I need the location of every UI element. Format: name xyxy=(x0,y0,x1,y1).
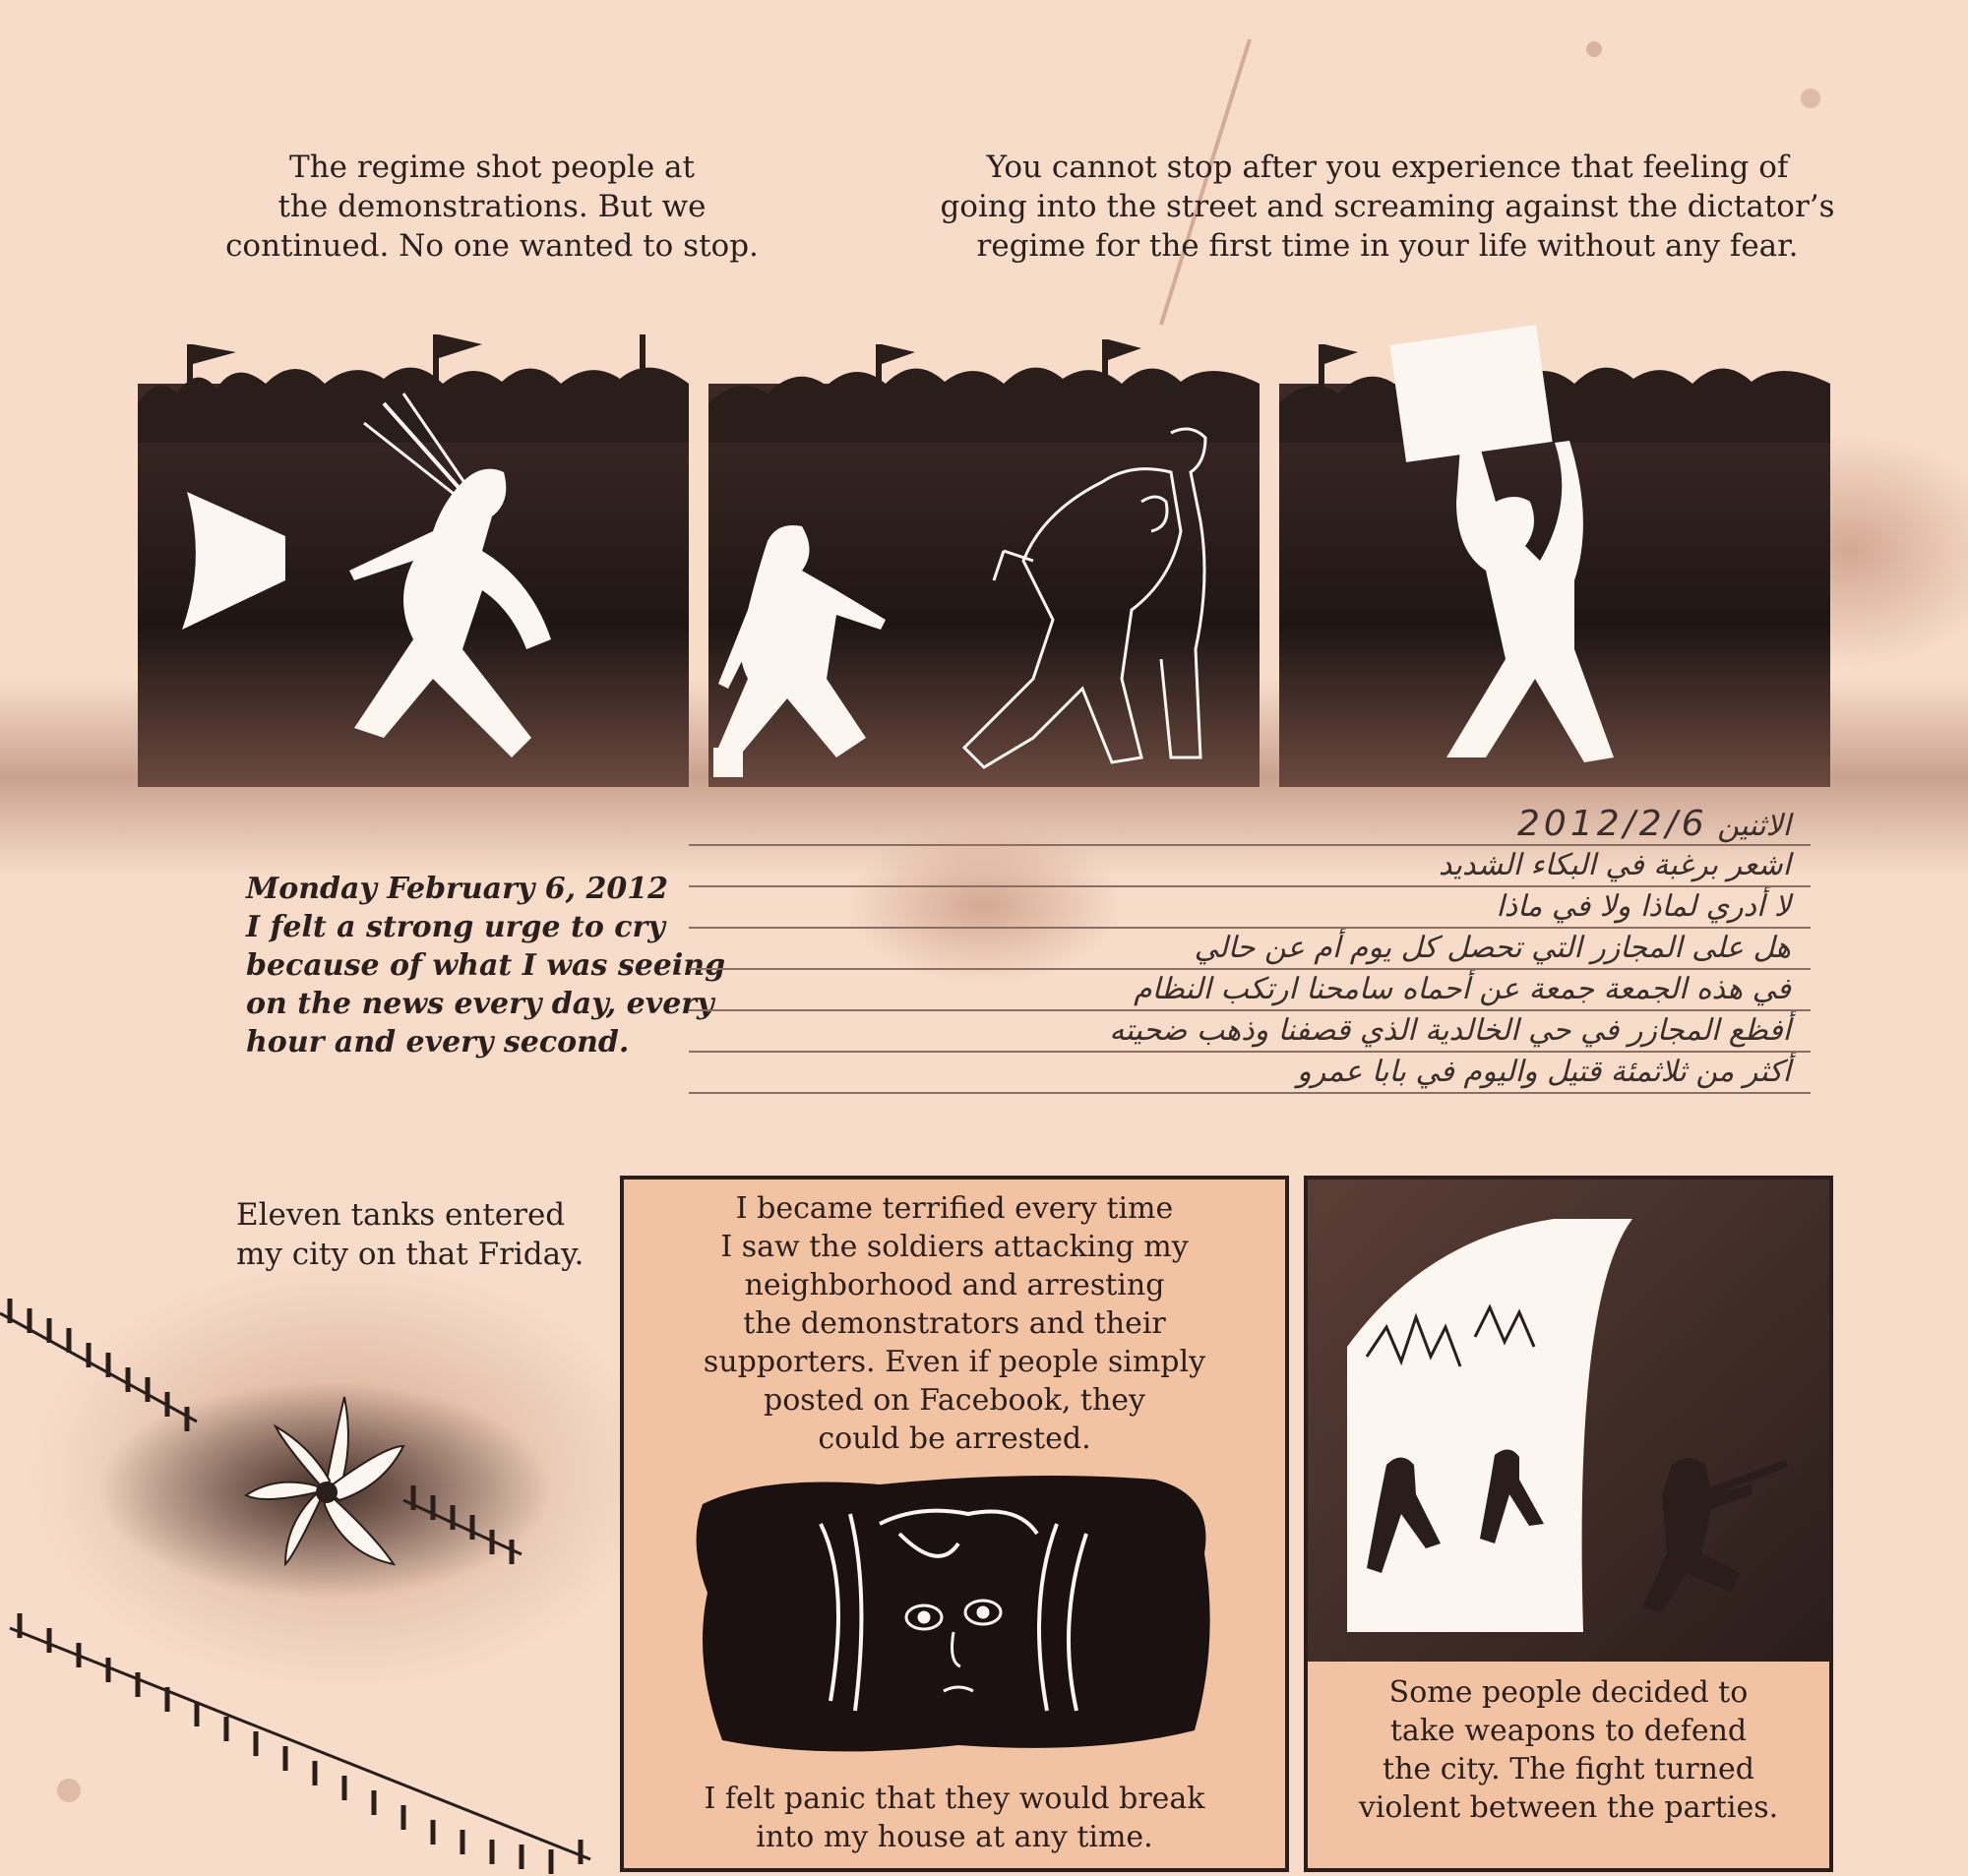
caption-line: You cannot stop after you experience that feeling of xyxy=(986,150,1789,185)
caption-line: I became terrified every time xyxy=(735,1191,1174,1226)
panel-fighters-box xyxy=(1304,1176,1833,1872)
caption-take-weapons xyxy=(1308,1662,1829,1868)
caption-line: posted on Facebook, they xyxy=(763,1383,1145,1418)
diary-arabic-line: أكثر من ثلاثمئة قتيل واليوم في بابا عمرو xyxy=(689,1053,1811,1094)
caption-line: the demonstrators and their xyxy=(743,1306,1166,1341)
diary-line: because of what I was seeing xyxy=(246,948,726,983)
diary-entry-english xyxy=(246,870,726,1061)
caption-cannot-stop xyxy=(866,148,1909,266)
diary-arabic-line: في هذه الجمعة جمعة عن أحماه سامحنا ارتكب النظام xyxy=(689,970,1811,1011)
caption-line: violent between the parties. xyxy=(1358,1790,1779,1825)
caption-became-terrified xyxy=(624,1189,1285,1458)
caption-line: into my house at any time. xyxy=(756,1820,1153,1854)
diary-line: on the news every day, every xyxy=(246,987,714,1021)
fighters-illustration xyxy=(1308,1180,1829,1662)
diary-line: Monday February 6, 2012 xyxy=(246,872,669,906)
caption-line: my city on that Friday. xyxy=(236,1237,584,1272)
diary-arabic-line: أفظع المجازر في حي الخالدية الذي قصفنا وذهب ضحيته xyxy=(689,1011,1811,1053)
caption-line: the city. The fight turned xyxy=(1383,1752,1754,1786)
diary-arabic-line: لا أدري لماذا ولا في ماذا xyxy=(689,887,1811,929)
caption-line: I saw the soldiers attacking my xyxy=(720,1230,1189,1264)
diary-arabic-line: هل على المجازر التي تحصل كل يوم أم عن حالي xyxy=(689,929,1811,970)
caption-line: continued. No one wanted to stop. xyxy=(225,228,759,264)
caption-line: regime for the first time in your life without any fear. xyxy=(976,228,1799,264)
caption-line: could be arrested. xyxy=(818,1422,1091,1456)
caption-line: the demonstrations. But we xyxy=(277,189,707,224)
caption-regime-shot xyxy=(216,148,768,266)
caption-line: neighborhood and arresting xyxy=(744,1268,1165,1302)
panel-carrying-wounded xyxy=(708,325,1260,787)
caption-line: I felt panic that they would break xyxy=(704,1782,1205,1816)
caption-felt-panic xyxy=(624,1780,1285,1856)
caption-line: going into the street and screaming against the dictator’s xyxy=(940,189,1835,224)
diary-entry-arabic xyxy=(689,805,1811,1094)
diary-line: I felt a strong urge to cry xyxy=(246,910,665,944)
diary-arabic-line: اشعر برغبة في البكاء الشديد xyxy=(689,846,1811,887)
caption-line: Some people decided to xyxy=(1388,1675,1749,1710)
tank-tracks-flower-illustration xyxy=(0,1151,630,1876)
diary-arabic-heading: الاثنين xyxy=(1717,809,1791,843)
caption-line: supporters. Even if people simply xyxy=(703,1345,1206,1379)
caption-line: Eleven tanks entered xyxy=(236,1197,566,1233)
panel-shot-man xyxy=(138,325,689,787)
caption-line: The regime shot people at xyxy=(289,150,695,185)
diary-line: hour and every second. xyxy=(246,1025,630,1059)
diary-arabic-date: 2012/2/6 xyxy=(1517,805,1708,844)
caption-line: take weapons to defend xyxy=(1389,1714,1748,1748)
diary-arabic-heading-line xyxy=(689,805,1811,846)
frightened-girl-illustration xyxy=(683,1465,1224,1760)
panel-protester-sign xyxy=(1279,325,1830,787)
panel-soldiers-caption-box xyxy=(620,1176,1289,1872)
